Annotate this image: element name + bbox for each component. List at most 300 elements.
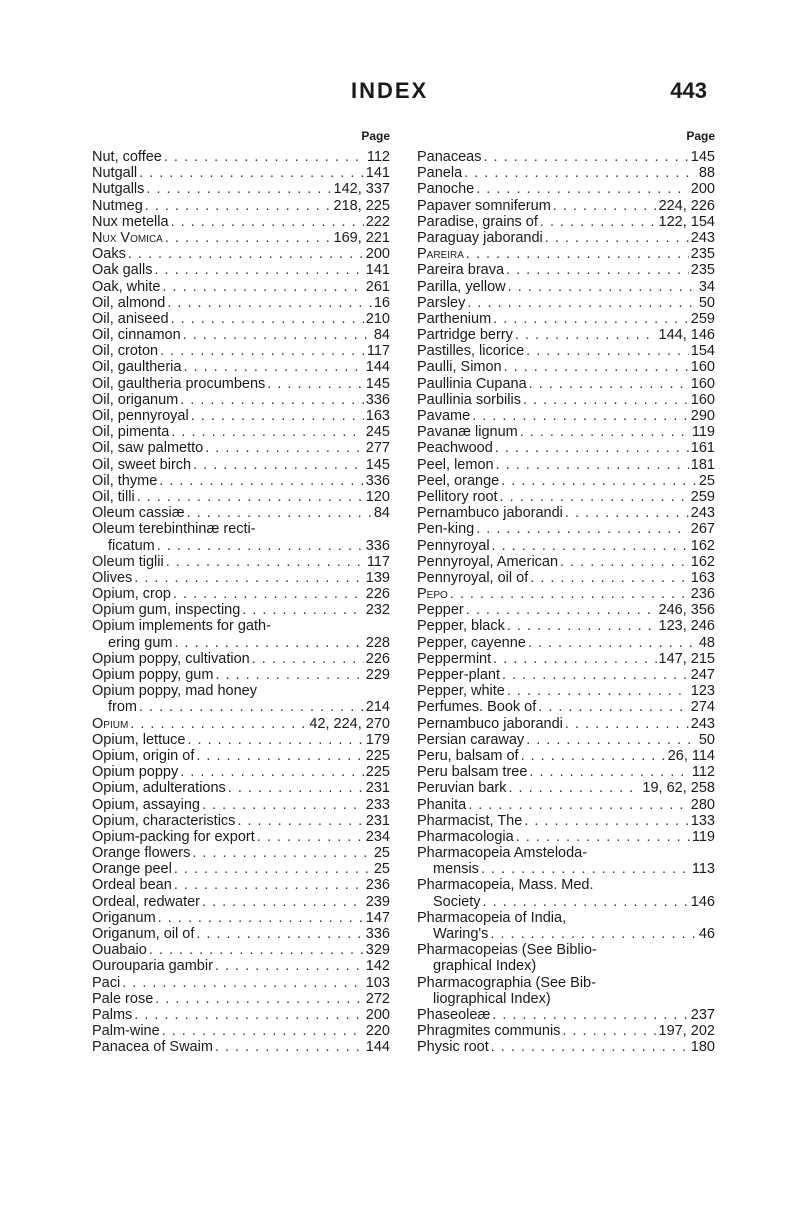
entry-line (417, 910, 715, 926)
entry-term: Palm-wine (92, 1023, 160, 1040)
entry-page: 144, 146 (658, 327, 715, 344)
index-entry (417, 554, 715, 570)
entry-page: 200 (365, 246, 390, 263)
leader-dots (476, 181, 689, 197)
index-entry (417, 505, 715, 521)
entry-page: 119 (691, 424, 715, 441)
entry-continuation (417, 958, 715, 974)
leader-dots (183, 359, 363, 375)
index-entry (92, 570, 390, 586)
entry-page: 46 (698, 926, 715, 943)
leader-dots (523, 392, 689, 408)
entry-term: Opium, assaying (92, 796, 200, 813)
leader-dots (202, 894, 364, 910)
entry-page: 123, 246 (658, 618, 715, 635)
index-entry (92, 473, 390, 489)
entry-term: Pepper, black (417, 618, 505, 635)
entry-term: Oleum tiglii (92, 553, 164, 570)
entry-list (92, 149, 390, 1056)
index-entry (92, 651, 390, 667)
entry-page: 180 (690, 1039, 715, 1056)
leader-dots (252, 651, 364, 667)
leader-dots (538, 699, 689, 715)
index-entry (417, 570, 715, 586)
entry-page: 119 (691, 828, 715, 845)
index-entry (417, 165, 715, 181)
leader-dots (529, 376, 689, 392)
entry-term: Phaseoleæ (417, 1007, 491, 1024)
entry-page: 112 (691, 764, 715, 781)
entry-term: Origanum (92, 909, 156, 926)
entry-term: Oil, aniseed (92, 310, 169, 327)
entry-term: Pepper (417, 602, 464, 619)
entry-page: 236 (690, 586, 715, 603)
entry-term: Pharmacopeia Amsteloda- (417, 845, 588, 862)
entry-term: Partridge berry (417, 327, 513, 344)
entry-page: 181 (690, 456, 715, 473)
leader-dots (521, 748, 666, 764)
index-entry (92, 894, 390, 910)
entry-term: Pharmacopeia, Mass. Med. (417, 877, 594, 894)
index-entry (417, 910, 715, 942)
index-entry (417, 392, 715, 408)
leader-dots (560, 554, 689, 570)
entry-term: Physic root (417, 1039, 489, 1056)
index-entry (417, 279, 715, 295)
index-entry (417, 198, 715, 214)
entry-page: 222 (365, 213, 390, 230)
index-entry (417, 748, 715, 764)
entry-page: 329 (365, 942, 390, 959)
entry-page: 117 (366, 343, 390, 360)
index-entry (417, 716, 715, 732)
index-entry (92, 246, 390, 262)
entry-term: Oil, origanum (92, 391, 179, 408)
entry-page: 234 (365, 828, 390, 845)
entry-term: Paullinia sorbilis (417, 391, 521, 408)
entry-page: 145 (365, 456, 390, 473)
entry-term: Phanita (417, 796, 467, 813)
entry-term: Paullinia Cupana (417, 375, 527, 392)
entry-page: 161 (690, 440, 715, 457)
entry-page: 235 (690, 246, 715, 263)
entry-term: Oleum terebinthinæ recti- (92, 521, 256, 538)
index-entry (417, 1007, 715, 1023)
index-entry (417, 343, 715, 359)
index-entry (92, 926, 390, 942)
index-entry (417, 457, 715, 473)
entry-page: 236 (365, 877, 390, 894)
entry-page: 154 (690, 343, 715, 360)
leader-dots (530, 570, 689, 586)
entry-term: Paci (92, 974, 121, 991)
entry-term: Waring's (433, 926, 489, 943)
leader-dots (166, 554, 365, 570)
entry-term: Opium, adulterations (92, 780, 226, 797)
entry-term: Paraguay jaborandi (417, 229, 543, 246)
entry-continuation (417, 926, 715, 942)
leader-dots (160, 343, 365, 359)
index-entry (417, 780, 715, 796)
entry-page: 160 (690, 391, 715, 408)
entry-page: 25 (373, 845, 390, 862)
entry-term: Oil, almond (92, 294, 166, 311)
leader-dots (515, 327, 657, 343)
leader-dots (481, 861, 690, 877)
entry-page: 226 (365, 586, 390, 603)
entry-term: Pepper, white (417, 683, 505, 700)
index-entry (417, 262, 715, 278)
entry-page: 139 (365, 569, 390, 586)
index-entry (417, 829, 715, 845)
entry-term: Pellitory root (417, 488, 498, 505)
entry-term: Parilla, yellow (417, 278, 506, 295)
leader-dots (215, 1039, 364, 1055)
entry-term: Perfumes. Book of (417, 699, 537, 716)
index-entry (417, 764, 715, 780)
entry-page: 267 (690, 521, 715, 538)
leader-dots (553, 198, 657, 214)
index-column-left (92, 128, 390, 1056)
leader-dots (174, 877, 364, 893)
index-entry (417, 975, 715, 1007)
index-entry (92, 424, 390, 440)
index-entry (92, 489, 390, 505)
leader-dots (495, 440, 689, 456)
entry-page: 16 (373, 294, 390, 311)
entry-page: 226 (365, 650, 390, 667)
entry-page: 259 (690, 488, 715, 505)
entry-page: 19, 62, 258 (642, 780, 715, 797)
entry-term: Orange flowers (92, 845, 191, 862)
entry-page: 231 (365, 812, 390, 829)
index-entry (92, 262, 390, 278)
leader-dots (174, 861, 372, 877)
entry-term: Society (433, 893, 481, 910)
entry-term: Oak galls (92, 262, 153, 279)
leader-dots (146, 181, 331, 197)
entry-page: 179 (365, 731, 390, 748)
entry-term: Oleum cassiæ (92, 505, 185, 522)
entry-term: Peachwood (417, 440, 493, 457)
leader-dots (466, 246, 689, 262)
leader-dots (501, 473, 697, 489)
entry-page: 145 (690, 149, 715, 165)
leader-dots (192, 845, 372, 861)
entry-page: 146 (690, 893, 715, 910)
leader-dots (565, 505, 689, 521)
entry-term: Opium poppy, cultivation (92, 650, 250, 667)
index-entry (92, 667, 390, 683)
index-entry (92, 958, 390, 974)
entry-term: Pareira (417, 246, 464, 263)
index-entry (92, 440, 390, 456)
leader-dots (529, 764, 689, 780)
index-entry (92, 554, 390, 570)
entry-term: Parthenium (417, 310, 492, 327)
entry-page: 336 (365, 926, 390, 943)
entry-page: 274 (690, 699, 715, 716)
entry-term: Opium implements for gath- (92, 618, 271, 635)
entry-continuation (417, 991, 715, 1007)
entry-page: 144 (365, 1039, 390, 1056)
entry-page: 277 (365, 440, 390, 457)
entry-term: Opium, lettuce (92, 731, 186, 748)
entry-line (92, 683, 390, 699)
index-entry (92, 1007, 390, 1023)
leader-dots (472, 408, 689, 424)
index-entry (92, 343, 390, 359)
index-entry (417, 942, 715, 974)
index-entry (417, 683, 715, 699)
index-entry (417, 473, 715, 489)
entry-term: Pharmacopeias (See Biblio- (417, 942, 597, 959)
entry-term: Oil, sweet birch (92, 456, 192, 473)
index-entry (92, 1039, 390, 1055)
index-entry (92, 845, 390, 861)
leader-dots (202, 797, 364, 813)
entry-term: Paulli, Simon (417, 359, 502, 376)
index-entry (92, 230, 390, 246)
entry-page: 42, 224, 270 (309, 715, 390, 732)
entry-continuation (417, 861, 715, 877)
entry-page: 141 (365, 262, 390, 279)
leader-dots (545, 230, 689, 246)
leader-dots (528, 635, 697, 651)
entry-term: Pennyroyal, American (417, 553, 559, 570)
entry-continuation (92, 635, 390, 651)
entry-term: Pareira brava (417, 262, 505, 279)
leader-dots (490, 926, 696, 942)
entry-line (417, 975, 715, 991)
leader-dots (228, 780, 364, 796)
index-entry (417, 538, 715, 554)
entry-term: Pharmacopeia of India, (417, 909, 567, 926)
index-entry (417, 295, 715, 311)
index-entry (417, 149, 715, 165)
leader-dots (196, 926, 363, 942)
entry-page: 123 (690, 683, 715, 700)
entry-page: 336 (365, 391, 390, 408)
entry-page: 218, 225 (333, 197, 390, 214)
entry-term: Pastilles, licorice (417, 343, 525, 360)
entry-term: Pharmacographia (See Bib- (417, 974, 596, 991)
entry-term: Ordeal, redwater (92, 893, 200, 910)
entry-term: Phragmites communis (417, 1023, 561, 1040)
leader-dots (163, 279, 364, 295)
entry-page: 84 (373, 505, 390, 522)
entry-term: Oaks (92, 246, 126, 263)
entry-term: Pennyroyal, oil of (417, 569, 529, 586)
entry-page: 235 (690, 262, 715, 279)
entry-page: 50 (698, 294, 715, 311)
entry-term: Ordeal bean (92, 877, 172, 894)
leader-dots (267, 376, 364, 392)
entry-term: Pepper, cayenne (417, 634, 526, 651)
entry-page: 133 (690, 812, 715, 829)
index-entry (92, 279, 390, 295)
leader-dots (215, 958, 364, 974)
entry-page: 197, 202 (658, 1023, 715, 1040)
index-entry (92, 457, 390, 473)
entry-page: 243 (690, 505, 715, 522)
index-entry (92, 327, 390, 343)
index-entry (92, 764, 390, 780)
leader-dots (183, 327, 372, 343)
entry-line (92, 618, 390, 634)
leader-dots (466, 602, 657, 618)
entry-term: Orange peel (92, 861, 172, 878)
entry-page: 220 (365, 1023, 390, 1040)
index-entry (92, 586, 390, 602)
entry-term: Opium gum, inspecting (92, 602, 241, 619)
leader-dots (242, 602, 364, 618)
leader-dots (196, 748, 363, 764)
entry-page: 25 (373, 861, 390, 878)
index-entry (92, 214, 390, 230)
leader-dots (155, 991, 364, 1007)
entry-term: from (108, 699, 137, 716)
entry-page: 231 (365, 780, 390, 797)
entry-term: Palms (92, 1006, 133, 1023)
entry-line (417, 845, 715, 861)
leader-dots (508, 780, 640, 796)
leader-dots (205, 440, 364, 456)
index-entry (417, 1039, 715, 1055)
index-entry (417, 521, 715, 537)
entry-term: Pernambuco jaborandi (417, 505, 563, 522)
entry-term: Oil, croton (92, 343, 159, 360)
leader-dots (500, 489, 689, 505)
page-header (0, 78, 801, 108)
index-entry (92, 295, 390, 311)
entry-page: 163 (365, 408, 390, 424)
entry-page: 25 (698, 472, 715, 489)
leader-dots (167, 295, 372, 311)
entry-term: Panaceas (417, 149, 482, 165)
entry-term: Opium, characteristics (92, 812, 236, 829)
entry-term: Peppermint (417, 650, 492, 667)
entry-page: 26, 114 (667, 747, 715, 764)
entry-term: mensis (433, 861, 479, 878)
leader-dots (492, 538, 689, 554)
entry-page: 113 (691, 861, 715, 878)
entry-page: 336 (365, 537, 390, 554)
entry-term: Papaver somniferum (417, 197, 551, 214)
leader-dots (173, 586, 364, 602)
entry-line (417, 942, 715, 958)
entry-page: 144 (365, 359, 390, 376)
index-entry (92, 376, 390, 392)
leader-dots (257, 829, 364, 845)
index-entry (92, 975, 390, 991)
column-page-label: Page (686, 129, 715, 143)
entry-term: Peel, lemon (417, 456, 494, 473)
column-page-label: Page (361, 129, 390, 143)
entry-page: 336 (365, 472, 390, 489)
index-entry (92, 877, 390, 893)
entry-term: Nutmeg (92, 197, 143, 214)
entry-page: 145 (365, 375, 390, 392)
leader-dots (159, 473, 364, 489)
entry-page: 117 (366, 553, 390, 570)
index-entry (92, 748, 390, 764)
index-entry (417, 489, 715, 505)
entry-term: Ourouparia gambir (92, 958, 213, 975)
entry-page: 50 (698, 731, 715, 748)
index-entry (92, 780, 390, 796)
index-entry (92, 392, 390, 408)
index-entry (417, 440, 715, 456)
entry-term: Oil, pennyroyal (92, 408, 189, 424)
entry-page: 272 (365, 990, 390, 1007)
entry-term: Peel, orange (417, 472, 500, 489)
index-entry (417, 602, 715, 618)
index-entry (92, 716, 390, 732)
entry-page: 48 (698, 634, 715, 651)
leader-dots (171, 311, 364, 327)
entry-page: 160 (690, 359, 715, 376)
leader-dots (483, 894, 689, 910)
index-entry (417, 327, 715, 343)
leader-dots (508, 279, 697, 295)
entry-page: 280 (690, 796, 715, 813)
leader-dots (496, 457, 689, 473)
leader-dots (191, 408, 364, 424)
entry-term: Parsley (417, 294, 466, 311)
entry-term: Persian caraway (417, 731, 525, 748)
entry-term: Pen-king (417, 521, 475, 538)
page-number: 443 (670, 78, 707, 103)
index-entry (417, 408, 715, 424)
leader-dots (130, 716, 307, 732)
entry-term: Opium, origin of (92, 747, 195, 764)
index-entry (92, 683, 390, 715)
entry-page: 229 (365, 667, 390, 684)
entry-page: 233 (365, 796, 390, 813)
entry-term: Opium poppy (92, 764, 179, 781)
entry-page: 142, 337 (333, 181, 390, 198)
leader-dots (154, 262, 363, 278)
leader-dots (145, 198, 332, 214)
leader-dots (171, 424, 363, 440)
leader-dots (520, 424, 690, 440)
leader-dots (484, 149, 689, 165)
entry-page: 147, 215 (658, 650, 715, 667)
entry-term: Pharmacologia (417, 828, 514, 845)
entry-page: 247 (690, 667, 715, 683)
entry-term: liographical Index) (433, 990, 551, 1007)
index-entry (417, 230, 715, 246)
entry-term: Pale rose (92, 990, 154, 1007)
index-column-right (417, 128, 715, 1056)
entry-term: Pavame (417, 408, 471, 424)
index-entry (92, 408, 390, 424)
leader-dots (180, 764, 364, 780)
leader-dots (164, 149, 365, 165)
leader-dots (524, 813, 688, 829)
entry-term: Oil, cinnamon (92, 327, 181, 344)
entry-term: Oil, tilli (92, 488, 135, 505)
entry-term: Nutgalls (92, 181, 145, 198)
entry-page: 243 (690, 715, 715, 732)
index-entry (92, 942, 390, 958)
entry-page: 169, 221 (333, 229, 390, 246)
entry-term: Pepper-plant (417, 667, 501, 683)
leader-dots (506, 262, 689, 278)
index-entry (417, 359, 715, 375)
index-entry (92, 505, 390, 521)
